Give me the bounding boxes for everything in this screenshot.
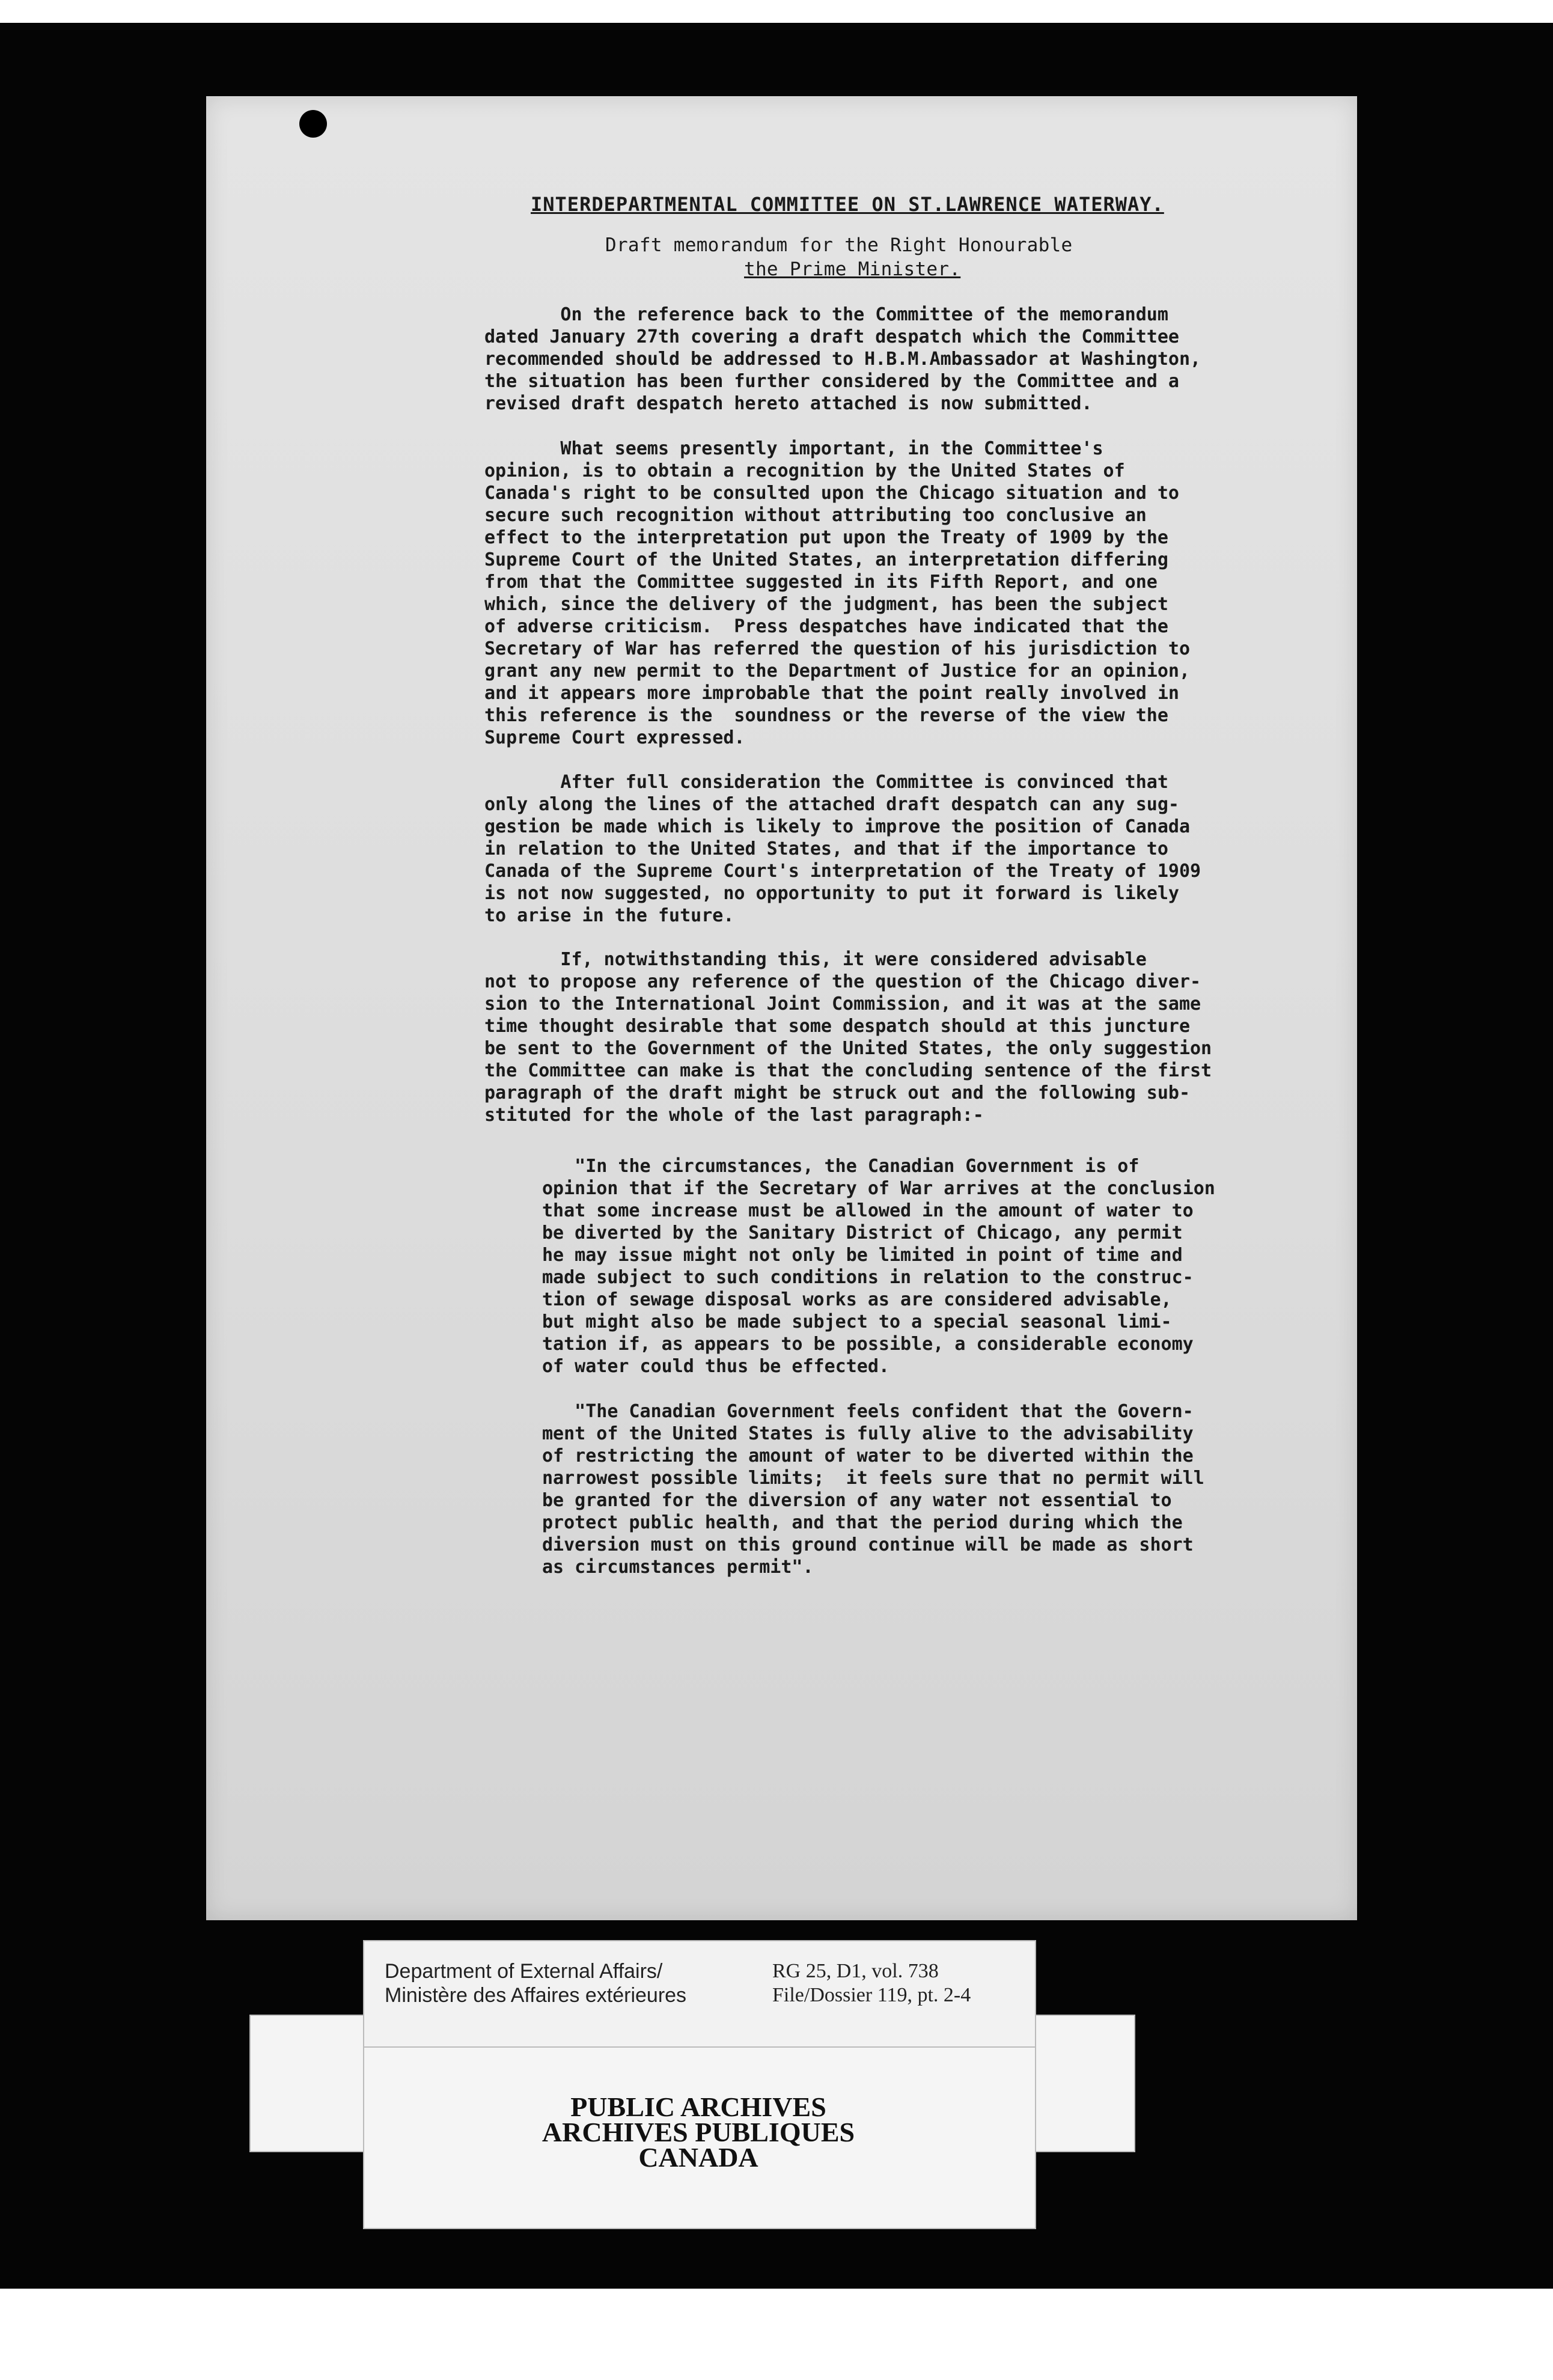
text-line: opinion, is to obtain a recognition by the United States of — [484, 460, 1125, 481]
reference-file: File/Dossier 119, pt. 2-4 — [772, 1984, 971, 2006]
text-line: tion of sewage disposal works as are considered advisable, — [542, 1289, 1172, 1310]
text-line: but might also be made subject to a special seasonal limi- — [542, 1311, 1172, 1332]
text-line: gestion be made which is likely to improve the position of Canada — [484, 816, 1190, 837]
text-line: of restricting the amount of water to be diverted within the — [542, 1445, 1194, 1466]
paragraph-4 — [484, 948, 1212, 1126]
text-line: from that the Committee suggested in its Fifth Report, and one — [484, 572, 1158, 593]
text-line: made subject to such conditions in relation to the construc- — [542, 1267, 1194, 1288]
document-heading: INTERDEPARTMENTAL COMMITTEE ON ST.LAWRENCE WATERWAY. — [531, 193, 1164, 216]
text-line: be granted for the diversion of any water not essential to — [542, 1490, 1172, 1511]
text-line: revised draft despatch hereto attached is now submitted. — [484, 393, 1093, 414]
document-subheading-addressee: the Prime Minister. — [744, 258, 961, 280]
quoted-paragraph-2 — [542, 1400, 1204, 1578]
text-line: If, notwithstanding this, it were considered advisable — [484, 949, 1147, 970]
reference-volume: RG 25, D1, vol. 738 — [772, 1960, 939, 1982]
text-line: this reference is the soundness or the reverse of the view the — [484, 705, 1168, 726]
text-line: "In the circumstances, the Canadian Government is of — [542, 1156, 1140, 1177]
stamp-canada: CANADA — [638, 2142, 758, 2173]
text-line: ment of the United States is fully alive to the advisability — [542, 1423, 1194, 1444]
text-line: and it appears more improbable that the point really involved in — [484, 683, 1179, 704]
text-line: grant any new permit to the Department of Justice for an opinion, — [484, 661, 1190, 682]
text-line: be diverted by the Sanitary District of Chicago, any permit — [542, 1222, 1183, 1243]
text-line: is not now suggested, no opportunity to put it forward is likely — [484, 883, 1179, 904]
text-line: What seems presently important, in the Committee's — [484, 438, 1103, 459]
text-line: Secretary of War has referred the question of his jurisdiction to — [484, 638, 1190, 659]
text-line: as circumstances permit". — [542, 1557, 814, 1578]
text-line: of adverse criticism. Press despatches have indicated that the — [484, 616, 1168, 637]
text-line: recommended should be addressed to H.B.M.Ambassador at Washington, — [484, 349, 1201, 370]
text-line: tation if, as appears to be possible, a considerable economy — [542, 1334, 1194, 1355]
text-line: he may issue might not only be limited in point of time and — [542, 1245, 1183, 1266]
paragraph-2 — [484, 438, 1190, 749]
text-line: After full consideration the Committee is convinced that — [484, 772, 1168, 793]
text-line: "The Canadian Government feels confident that the Govern- — [542, 1401, 1194, 1422]
text-line: secure such recognition without attributing too conclusive an — [484, 505, 1147, 526]
text-line: Canada of the Supreme Court's interpretation of the Treaty of 1909 — [484, 861, 1201, 882]
stamp-archives-publiques: ARCHIVES PUBLIQUES — [542, 2117, 855, 2147]
paragraph-3 — [484, 771, 1201, 927]
paragraph-1 — [484, 304, 1201, 415]
text-line: of water could thus be effected. — [542, 1356, 889, 1377]
text-line: narrowest possible limits; it feels sure that no permit will — [542, 1468, 1204, 1489]
text-line: paragraph of the draft might be struck out and the following sub- — [484, 1082, 1190, 1103]
stamp-public-archives: PUBLIC ARCHIVES — [570, 2092, 826, 2122]
text-line: that some increase must be allowed in the amount of water to — [542, 1200, 1194, 1221]
text-line: to arise in the future. — [484, 905, 734, 926]
text-line: sion to the International Joint Commission, and it was at the same — [484, 993, 1201, 1015]
punch-hole — [299, 110, 327, 138]
document-subheading: Draft memorandum for the Right Honourable — [605, 234, 1073, 256]
text-line: the Committee can make is that the concluding sentence of the first — [484, 1060, 1212, 1081]
department-name-en: Department of External Affairs/ — [385, 1960, 663, 1983]
text-line: which, since the delivery of the judgment, has been the subject — [484, 594, 1168, 615]
text-line: only along the lines of the attached draft despatch can any sug- — [484, 794, 1179, 815]
text-line: time thought desirable that some despatch should at this juncture — [484, 1016, 1190, 1037]
text-line: stituted for the whole of the last paragraph:- — [484, 1105, 984, 1126]
text-line: the situation has been further considered by the Committee and a — [484, 371, 1179, 392]
text-line: Canada's right to be consulted upon the Chicago situation and to — [484, 483, 1179, 504]
text-line: not to propose any reference of the question of the Chicago diver- — [484, 971, 1201, 992]
text-line: dated January 27th covering a draft despatch which the Committee — [484, 326, 1179, 347]
text-line: be sent to the Government of the United States, the only suggestion — [484, 1038, 1212, 1059]
text-line: in relation to the United States, and that if the importance to — [484, 838, 1168, 859]
text-line: Supreme Court of the United States, an interpretation differing — [484, 549, 1168, 570]
quoted-paragraph-1 — [542, 1155, 1215, 1378]
text-line: opinion that if the Secretary of War arrives at the conclusion — [542, 1178, 1215, 1199]
text-line: protect public health, and that the period during which the — [542, 1512, 1183, 1533]
text-line: On the reference back to the Committee of the memorandum — [484, 304, 1168, 325]
text-line: effect to the interpretation put upon the Treaty of 1909 by the — [484, 527, 1168, 548]
text-line: diversion must on this ground continue will be made as short — [542, 1534, 1194, 1555]
department-name-fr: Ministère des Affaires extérieures — [385, 1984, 687, 2007]
text-line: Supreme Court expressed. — [484, 727, 745, 748]
